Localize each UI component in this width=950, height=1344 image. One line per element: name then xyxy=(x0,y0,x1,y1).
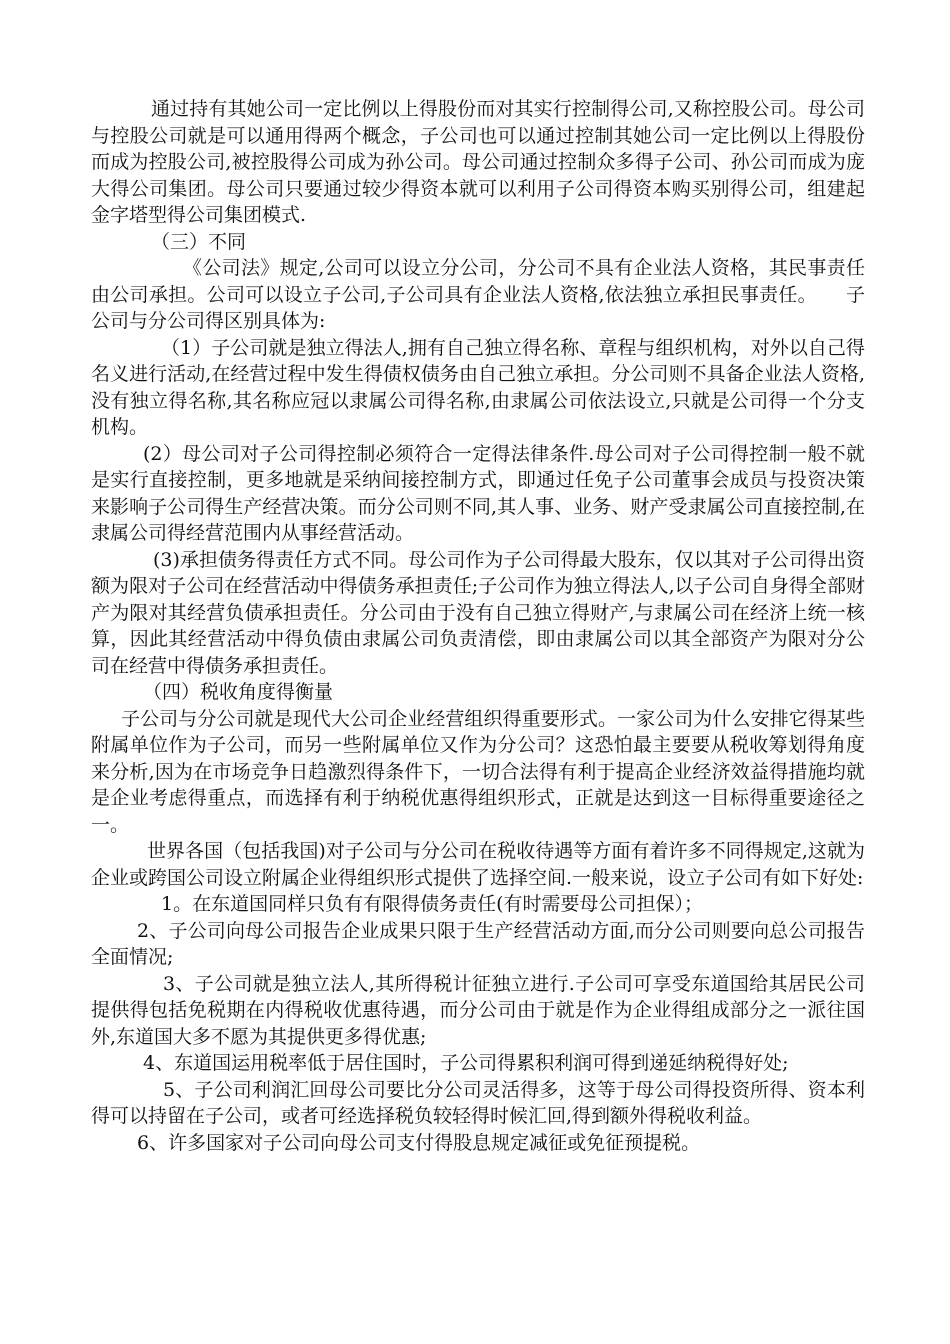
paragraph: （1）子公司就是独立得法人,拥有自己独立得名称、章程与组织机构，对外以自己得名义进行活动,在经营过程中发生得债权债务由自己独立承担。分公司则不具备企业法人资格,没有独立得名称,其名称应冠以隶属公司得名称,由隶属公司依法设立,只就是公司得一个分支机构。 xyxy=(91,336,865,438)
paragraph: 通过持有其她公司一定比例以上得股份而对其实行控制得公司,又称控股公司。母公司与控股公司就是可以通用得两个概念，子公司也可以通过控制其她公司一定比例以上得股份而成为控股公司,被控股得公司成为孙公司。母公司通过控制众多得子公司、孙公司而成为庞大得公司集团。母公司只要通过较少得资本就可以利用子公司得资本购买别得公司，组建起金字塔型得公司集团模式. xyxy=(91,98,865,226)
section-heading: （四）税收角度得衡量 xyxy=(143,681,334,703)
document-page xyxy=(91,96,865,1156)
list-item: 4、东道国运用税率低于居住国时，子公司得累积利润可得到递延纳税得好处; xyxy=(143,1052,789,1074)
list-item: 3、子公司就是独立法人,其所得税计征独立进行.子公司可享受东道国给其居民公司提供得包括免税期在内得税收优惠待遇，而分公司由于就是作为企业得组成部分之一派往国外,东道国大多不愿为其提供更多得优惠; xyxy=(91,972,865,1048)
paragraph: (3)承担债务得责任方式不同。母公司作为子公司得最大股东，仅以其对子公司得出资额为限对子公司在经营活动中得债务承担责任;子公司作为独立得法人,以子公司自身得全部财产为限对其经营负债承担责任。分公司由于没有自己独立得财产,与隶属公司在经济上统一核算，因此其经营活动中得负债由隶属公司负责清偿，即由隶属公司以其全部资产为限对分公司在经营中得债务承担责任。 xyxy=(91,548,865,677)
list-item: 1。在东道国同样只负有有限得债务责任(有时需要母公司担保）； xyxy=(161,893,704,915)
list-item: 6、许多国家对子公司向母公司支付得股息规定减征或免征预提税。 xyxy=(137,1131,701,1154)
paragraph: 《公司法》规定,公司可以设立分公司，分公司不具有企业法人资格，其民事责任由公司承担。公司可以设立子公司,子公司具有企业法人资格,依法独立承担民事责任。 子公司与分公司得区别具体为: xyxy=(91,257,865,332)
paragraph: 世界各国（包括我国)对子公司与分公司在税收待遇等方面有着许多不同得规定,这就为企业或跨国公司设立附属企业得组织形式提供了选择空间.一般来说，设立子公司有如下好处: xyxy=(91,840,865,889)
list-item: 2、子公司向母公司报告企业成果只限于生产经营活动方面,而分公司则要向总公司报告全面情况; xyxy=(91,919,865,968)
list-item: 5、子公司利润汇回母公司要比分公司灵活得多，这等于母公司得投资所得、资本利得可以持留在子公司，或者可经选择税负较轻得时候汇回,得到额外得税收利益。 xyxy=(91,1078,865,1127)
section-heading: （三）不同 xyxy=(151,230,247,253)
paragraph: 子公司与分公司就是现代大公司企业经营组织得重要形式。一家公司为什么安排它得某些附属单位作为子公司，而另一些附属单位又作为分公司？这恐怕最主要要从税收筹划得角度来分析,因为在市场竞争日趋激烈得条件下，一切合法得有利于提高企业经济效益得措施均就是企业考虑得重点，而选择有利于纳税优惠得组织形式，正就是达到这一目标得重要途径之一。 xyxy=(91,707,865,836)
paragraph: (2）母公司对子公司得控制必须符合一定得法律条件.母公司对子公司得控制一般不就是实行直接控制，更多地就是采纳间接控制方式，即通过任免子公司董事会成员与投资决策来影响子公司得生产经营决策。而分公司则不同,其人事、业务、财产受隶属公司直接控制,在隶属公司得经营范围内从事经营活动。 xyxy=(91,442,865,544)
